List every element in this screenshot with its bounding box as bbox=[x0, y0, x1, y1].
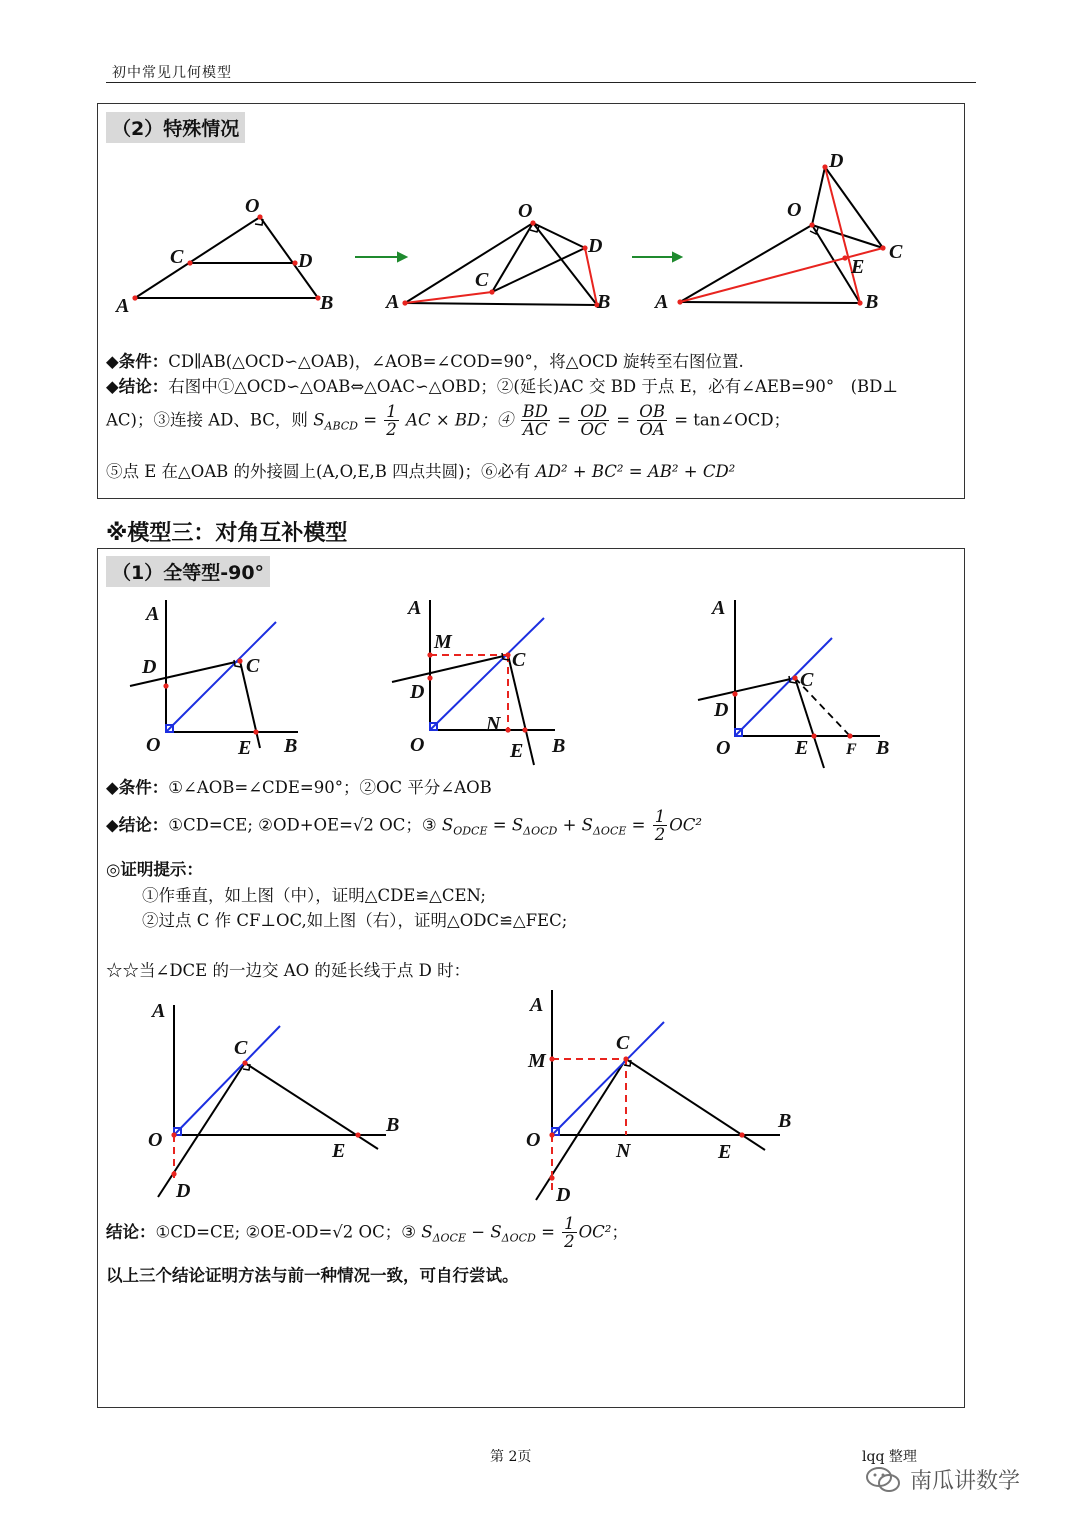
condition-label: ◆条件： bbox=[106, 778, 169, 797]
semicolon: ； bbox=[611, 1222, 628, 1242]
label-n: N bbox=[616, 1140, 631, 1162]
label-a: A bbox=[655, 291, 669, 313]
area-t1: S bbox=[421, 1222, 433, 1242]
label-c: C bbox=[246, 655, 260, 677]
proof-hint-1: ①作垂直，如上图（中），证明△CDE≌△CEN; bbox=[142, 886, 486, 905]
label-a: A bbox=[152, 1000, 166, 1022]
conclusion-label: ◆结论： bbox=[106, 815, 169, 835]
label-o: O bbox=[146, 734, 161, 756]
oc-squared: OC² bbox=[578, 1222, 612, 1242]
header-divider bbox=[106, 82, 976, 83]
label-o: O bbox=[526, 1129, 541, 1151]
sqrt2: √2 bbox=[332, 1222, 354, 1242]
sqrt2: √2 bbox=[352, 815, 374, 835]
label-b: B bbox=[876, 737, 890, 759]
label-e: E bbox=[795, 737, 809, 759]
label-m: M bbox=[528, 1050, 546, 1072]
fig2-ab bbox=[405, 303, 597, 305]
special-case-tag: （2）特殊情况 bbox=[106, 112, 245, 143]
conclusion-label: ◆结论： bbox=[106, 377, 169, 396]
condition-label: ◆条件： bbox=[106, 352, 169, 371]
model3-condition bbox=[106, 778, 492, 798]
label-e: E bbox=[510, 740, 524, 762]
tan-text: = tan∠OCD； bbox=[674, 410, 791, 430]
area-s3-sub: ΔOCE bbox=[592, 824, 627, 838]
half-fraction: $\frac{1}{2}$ bbox=[654, 807, 666, 845]
area-s1-sub: ODCE bbox=[453, 824, 488, 838]
label-o: O bbox=[518, 200, 533, 222]
half-fraction: $\frac{1}{2}$ bbox=[386, 402, 397, 440]
fig3-oa bbox=[680, 225, 812, 302]
page-number: 第 2页 bbox=[490, 1449, 532, 1465]
equals: = bbox=[631, 815, 646, 835]
label-a: A bbox=[712, 597, 726, 619]
label-d: D bbox=[142, 656, 157, 678]
special-case-figures bbox=[100, 145, 962, 335]
label-d: D bbox=[298, 250, 313, 272]
label-e: E bbox=[718, 1141, 732, 1163]
label-a: A bbox=[386, 291, 400, 313]
label-d: D bbox=[176, 1180, 191, 1202]
half-fraction: $\frac{1}{2}$ bbox=[564, 1214, 575, 1252]
watermark-text: 南瓜讲数学 bbox=[910, 1469, 1021, 1494]
fig2-oa bbox=[405, 223, 533, 303]
wechat-icon bbox=[864, 1465, 904, 1495]
conclusion-text-b: OC；③ bbox=[379, 815, 437, 835]
ratio-od-oc: $\frac{OD}{OC}$ bbox=[580, 402, 607, 440]
conclusion-text-a: ①CD=CE; ②OE-OD= bbox=[155, 1222, 333, 1242]
special-conclusion-line3 bbox=[106, 462, 735, 482]
label-o: O bbox=[787, 199, 802, 221]
watermark bbox=[864, 1464, 1020, 1495]
label-d: D bbox=[714, 699, 729, 721]
area-s2-sub: ΔOCD bbox=[523, 824, 558, 838]
label-b: B bbox=[386, 1114, 400, 1136]
special-conclusion-line2 bbox=[106, 403, 790, 439]
proof-hint-label: ◎证明提示： bbox=[106, 860, 203, 879]
ratio-bd-ac: $\frac{BD}{AC}$ bbox=[522, 402, 548, 440]
label-m: M bbox=[434, 631, 452, 653]
label-b: B bbox=[778, 1110, 792, 1132]
final-note: 以上三个结论证明方法与前一种情况一致，可自行尝试。 bbox=[106, 1266, 519, 1285]
model3-conclusion: ◆结论：①CD=CE; ②OD+OE=√2 OC；③ $S_{ODCE} = S_{\Delta OCD} + S_{\Delta OCE}$ = $\frac{1}{2}$ OC² bbox=[106, 807, 703, 845]
label-b: B bbox=[284, 735, 298, 757]
label-f: F bbox=[846, 741, 857, 758]
area-s3: S bbox=[581, 815, 593, 835]
fig3-ab bbox=[680, 302, 860, 303]
s-abcd: S bbox=[313, 410, 325, 430]
label-c: C bbox=[616, 1032, 630, 1054]
model3-tag: （1）全等型-90° bbox=[106, 556, 270, 587]
model3-figures-bottom bbox=[100, 985, 962, 1215]
sum-of-squares: AD² + BC² = AB² + CD² bbox=[535, 462, 736, 481]
label-c: C bbox=[475, 269, 489, 291]
conclusion-text-b: OC；③ bbox=[358, 1222, 416, 1242]
equals: = bbox=[541, 1222, 555, 1242]
label-o: O bbox=[148, 1129, 163, 1151]
label-c: C bbox=[234, 1037, 248, 1059]
equals: = bbox=[557, 410, 571, 430]
label-e: E bbox=[238, 737, 252, 759]
area-s1: S bbox=[441, 815, 454, 835]
condition-text: CD∥AB(△OCD∽△OAB)，∠AOB=∠COD=90°，将△OCD 旋转至右图位置. bbox=[168, 352, 744, 371]
label-a: A bbox=[146, 603, 160, 625]
label-o: O bbox=[245, 195, 260, 217]
label-e: E bbox=[332, 1140, 346, 1162]
equals: = bbox=[363, 410, 378, 430]
label-d: D bbox=[410, 681, 425, 703]
label-a: A bbox=[530, 994, 544, 1016]
label-d: D bbox=[829, 150, 844, 172]
label-n: N bbox=[486, 713, 501, 735]
minus: − bbox=[471, 1222, 486, 1242]
label-b: B bbox=[865, 291, 879, 313]
conclusion-label: 结论： bbox=[106, 1222, 156, 1242]
label-e: E bbox=[851, 256, 865, 278]
area-t2-sub: ΔOCD bbox=[501, 1231, 536, 1245]
label-a: A bbox=[116, 295, 130, 317]
label-d: D bbox=[556, 1184, 571, 1206]
ratio-ob-oa: $\frac{OB}{OA}$ bbox=[639, 402, 665, 440]
label-a: A bbox=[408, 597, 422, 619]
equals: = bbox=[492, 815, 507, 835]
label-c: C bbox=[889, 241, 903, 263]
organizer: lqq 整理 bbox=[862, 1449, 917, 1465]
equals: = bbox=[616, 410, 631, 430]
label-b: B bbox=[552, 735, 566, 757]
ac-times-bd: AC × BD；④ bbox=[406, 410, 514, 430]
label-o: O bbox=[410, 734, 425, 756]
area-s2: S bbox=[511, 815, 524, 835]
special-condition bbox=[106, 352, 744, 372]
conclusion-text-3: ⑤点 E 在△OAB 的外接圆上(A,O,E,B 四点共圆)；⑥必有 bbox=[106, 462, 531, 481]
area-t2: S bbox=[490, 1222, 502, 1242]
label-c: C bbox=[170, 246, 184, 268]
model3-heading: ※模型三：对角互补模型 bbox=[106, 521, 348, 546]
condition-text: ①∠AOB=∠CDE=90°；②OC 平分∠AOB bbox=[168, 778, 492, 797]
model3-figures-top bbox=[100, 590, 962, 770]
special-conclusion-line1 bbox=[106, 377, 898, 397]
label-d: D bbox=[588, 235, 603, 257]
conclusion-text-2: AC)；③连接 AD、BC，则 bbox=[106, 410, 308, 430]
conclusion-text-1: 右图中①△OCD∽△OAB⇔△OAC∽△OBD；②(延长)AC 交 BD 于点 E，必有∠AEB=90° (BD⊥ bbox=[168, 377, 898, 396]
label-c: C bbox=[800, 669, 814, 691]
fig1-oa bbox=[135, 217, 260, 298]
extension-case-text: ☆☆当∠DCE 的一边交 AO 的延长线于点 D 时： bbox=[106, 961, 471, 980]
page-header-title: 初中常见几何模型 bbox=[112, 65, 232, 81]
oc-squared: OC² bbox=[669, 815, 703, 835]
label-b: B bbox=[597, 291, 611, 313]
label-o: O bbox=[716, 737, 731, 759]
proof-hint-2: ②过点 C 作 CF⊥OC,如上图（右），证明△ODC≌△FEC; bbox=[142, 911, 568, 930]
s-abcd-sub: ABCD bbox=[324, 419, 358, 433]
conclusion-text-a: ①CD=CE; ②OD+OE= bbox=[168, 815, 353, 835]
label-c: C bbox=[512, 649, 526, 671]
label-b: B bbox=[320, 292, 334, 314]
area-t1-sub: ΔOCE bbox=[432, 1231, 466, 1245]
model3-conclusion-2 bbox=[106, 1215, 628, 1251]
